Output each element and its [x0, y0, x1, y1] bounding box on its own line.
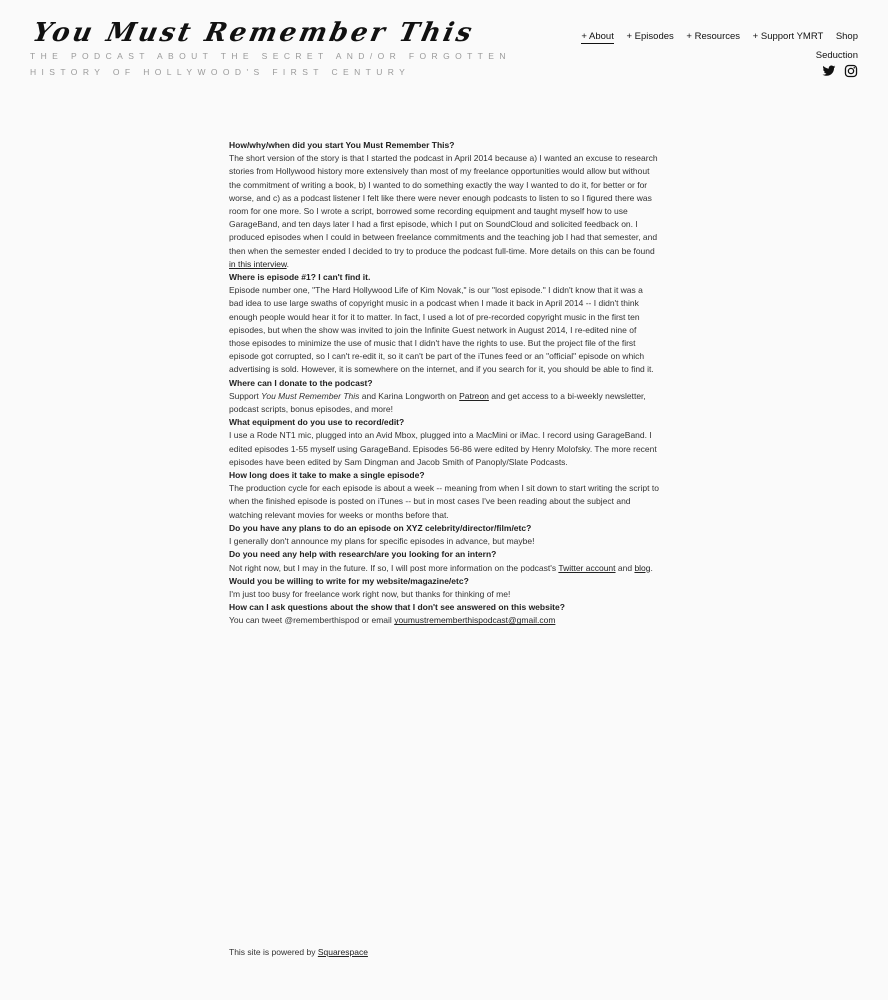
faq-question: Do you need any help with research/are you looking for an intern? [229, 549, 497, 560]
faq-answer: Not right now, but I may in the future. If so, I will post more information on the podcast's Twitter account and blog. [229, 562, 653, 573]
faq-answer: You can tweet @rememberthispod or email youmustrememberthispodcast@gmail.com [229, 615, 556, 626]
faq-answer: Episode number one, "The Hard Hollywood Life of Kim Novak," is our "lost episode." I didn't know that it was a bad idea to use large swaths of copyright music in a podcast when I made it back in April 2014 -- I didn't think enough people would hear it for it to matter. In fact, I used a lot of pre-recorded copyright music in the first ten episodes, but when the show was invited to join the Infinite Guest network in August 2014, I re-edited nine of those episodes to minimize the use of music that I didn't have the rights to use. But the project file of the first episode got corrupted, so I can't re-edit it, so it can't be part of the iTunes feed or an "official" episode on which advertising is sold. However, it is somewhere on the internet, and if you search for it, you should be able to find it. [229, 285, 654, 375]
site-title[interactable]: You Must Remember This [30, 18, 478, 48]
squarespace-link[interactable]: Squarespace [317, 947, 368, 957]
faq-answer: I generally don't announce my plans for specific episodes in advance, but maybe! [229, 536, 535, 547]
nav-about[interactable]: + About [581, 31, 614, 42]
faq-answer: I'm just too busy for freelance work right now, but thanks for thinking of me! [229, 588, 511, 599]
twitter-account-link[interactable]: Twitter account [558, 562, 616, 573]
social-links [822, 64, 858, 78]
email-link[interactable]: youmustrememberthispodcast@gmail.com [394, 615, 556, 626]
instagram-icon[interactable] [844, 64, 858, 78]
faq-question: What equipment do you use to record/edit? [229, 417, 405, 428]
nav-support-ymrt[interactable]: + Support YMRT [752, 31, 824, 42]
patreon-link[interactable]: Patreon [459, 390, 489, 401]
faq-question: Where can I donate to the podcast? [229, 377, 373, 388]
faq-question: How can I ask questions about the show that I don't see answered on this website? [229, 602, 565, 613]
twitter-icon[interactable] [822, 64, 836, 78]
faq-answer: I use a Rode NT1 mic, plugged into an Avid Mbox, plugged into a MacMini or iMac. I record using GarageBand. I edited episodes 1-55 myself using GarageBand. Episodes 56-86 were edited by Henry Molofsky. The more recent episodes have been edited by Sam Dingman and Jacob Smith of Panoply/Slate Podcasts. [229, 430, 657, 467]
interview-link[interactable]: in this interview [229, 258, 287, 269]
blog-link[interactable]: blog [634, 562, 651, 573]
faq-question: How/why/when did you start You Must Remember This? [229, 140, 455, 150]
nav-resources[interactable]: + Resources [686, 31, 741, 42]
faq-answer: The production cycle for each episode is about a week -- meaning from when I sit down to start writing the script to when the finished episode is posted on iTunes -- but in most cases I've been reading about the subject and watching relevant movies for weeks or months before that. [229, 483, 659, 520]
nav-episodes[interactable]: + Episodes [626, 31, 674, 42]
nav-shop[interactable]: Shop [835, 31, 858, 42]
nav-seduction[interactable]: Seduction [815, 50, 858, 61]
site-tagline: THE PODCAST ABOUT THE SECRET AND/OR FORGOTTEN HISTORY OF HOLLYWOOD'S FIRST CENTURY [30, 51, 511, 77]
faq-content [229, 139, 659, 628]
faq-question: Do you have any plans to do an episode on XYZ celebrity/director/film/etc? [229, 522, 532, 533]
faq-answer: The short version of the story is that I started the podcast in April 2014 because a) I wanted an excuse to research stories from Hollywood history more extensively than most of my freelance opportunities would allow but without the commitment of writing a book, b) I wanted to do something exactly the way I wanted to do it, for better or for worse, and c) as a podcast listener I felt like there were never enough podcasts to listen to so I figured there was room for one more. So I wrote a script, borrowed some recording equipment and taught myself how to use GarageBand, and ten days later I had a first episode, which I put on SoundCloud and solicited feedback on. I produced episodes when I could in between freelance commitments and the teaching job I had that semester, and then when the semester ended I decided to try to produce the podcast full-time. More details on this can be found in this interview. [229, 153, 658, 269]
main-nav [558, 27, 858, 65]
faq-question: Where is episode #1? I can't find it. [229, 272, 371, 283]
site-footer: This site is powered by Squarespace [229, 947, 368, 957]
faq-question: Would you be willing to write for my website/magazine/etc? [229, 575, 469, 586]
faq-answer: Support You Must Remember This and Karina Longworth on Patreon and get access to a bi-weekly newsletter, podcast scripts, bonus episodes, and more! [229, 390, 646, 415]
faq-question: How long does it take to make a single episode? [229, 470, 425, 481]
